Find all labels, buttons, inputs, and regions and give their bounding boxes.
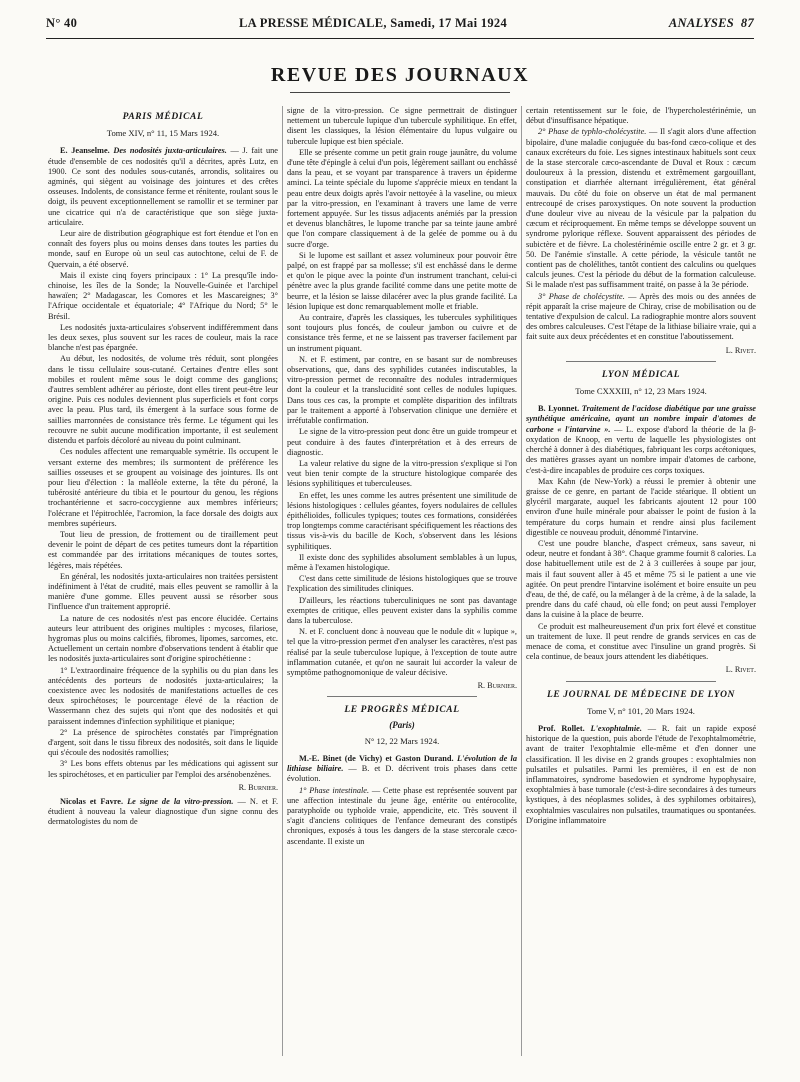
article-paragraph [526, 724, 756, 826]
article-paragraph: La nature de ces nodosités n'est pas encore élucidée. Certains auteurs leur attribuent des origines multiples : mycoses, filariose, hygromas plus ou moins calcifiés, fibromes, lipomes, sarcomes, etc. Actuellement un certain nombre d'observations tendent à établir que les nodosités juxta-articulaires sont d'origine spirochétienne : [48, 613, 278, 664]
article-paragraph: La valeur relative du signe de la vitro-pression s'explique si l'on veut bien tenir compte de la structure histologique comparée des lésions syphilitiques et tuberculeuses. [287, 458, 517, 489]
article-paragraph: Si le lupome est saillant et assez volumineux pour pouvoir être palpé, on est frappé par sa mollesse; s'il est enchâssé dans le derme et qu'on le pique avec la pointe d'un instrument tranchant, celui-ci pénètre avec la plus grande facilité comme dans une petite motte de beurre, et la lésion se laisse dilacérer avec la plus grande facilité. La lésion lupique est donc remarquablement molle et friable. [287, 250, 517, 311]
article-paragraph: En effet, les unes comme les autres présentent une similitude de lésions histologiques : cellules géantes, foyers nodulaires de cellules épithélioïdes, follicules typiques; toutes ces formations, considérées trop longtemps comme caractérisant spécifiquement les réactions des tissus vis-à-vis du bacille de Koch, s'observent dans les lésions syphilitiques. [287, 490, 517, 551]
title-rule [290, 92, 510, 93]
column-middle [287, 106, 517, 848]
phase-label: 1° Phase intestinale. [299, 785, 370, 795]
journal-name: LE JOURNAL DE MÉDECINE DE LYON [546, 689, 736, 700]
article-text: — Cette phase est représentée souvent par une affection intestinale du jeune âge, entérite ou entérocolite, paratyphoïde ou typhoïde vraie, appendicite, etc. Très souvent il s'agit d'anciens colitiques de l'enfance demeurant des constipés chroniques, exposés à tous les dangers de la stase stercorale cæco-ascendante. Il existe un [287, 785, 518, 846]
phase-label: 3° Phase de cholécystite. [538, 291, 625, 301]
article-paragraph [48, 146, 278, 228]
article-text: — Après des mois ou des années de répit apparaît la crise majeure de Chiray, crise de mobilisation ou de tentative d'expulsion de calcul. La radiographie montre alors souvent des ombres calculeuses. C'est l'étape de la lithiase biliaire vraie, qui a fait suite aux deux précédentes et en constitue l'aboutissement. [526, 291, 756, 342]
article-text: — N. et F. étudient à nouveau la valeur diagnostique d'un signe connu des dermatologistes du nom de [48, 797, 279, 827]
article-author: E. Jeanselme. [60, 146, 110, 156]
article-title: Des nodosités juxta-articulaires. [113, 146, 227, 156]
article-title: Le signe de la vitro-pression. [127, 797, 234, 806]
section-label: ANALYSES [668, 16, 735, 30]
article-paragraph: C'est dans cette similitude de lésions histologiques que se trouve l'explication des similitudes cliniques. [287, 574, 517, 594]
journal-issue: N° 12, 22 Mars 1924. [364, 735, 440, 746]
article-title: L'exophtalmie. [590, 723, 642, 733]
publication-title: LA PRESSE MÉDICALE, Samedi, 17 Mai 1924 [239, 16, 507, 30]
journal-city: (Paris) [389, 719, 415, 730]
journal-issue: Tome V, n° 101, 20 Mars 1924. [587, 705, 695, 716]
article-paragraph: N. et F. concluent donc à nouveau que le nodule dit « lupique », tel que la vitro-pression permet d'en analyser les caractères, n'est pas réalisé par la seule tuberculose lupique, à l'exception de toute autre inflammation cutanée, et qu'on ne saurait lui accorder la valeur de symptôme pathognomonique de valeur décisive. [287, 627, 517, 677]
running-header [46, 16, 754, 34]
article-text: — L. expose d'abord la théorie de la β-oxydation de Knoop, en vertu de laquelle les physiologistes ont cherché à donner à des diabétiques, fabriquant les corps acétoniques, des matières grasses ayant un nombre impair d'atomes de carbone, c'est-à-dire incapables de produire ces corps toxiques. [526, 424, 756, 475]
page-number: 87 [740, 16, 754, 30]
article-author: B. Lyonnet. [538, 404, 580, 414]
article-author: Nicolas et Favre. [60, 797, 124, 806]
article-paragraph: N. et F. estiment, par contre, en se basant sur de nombreuses observations, que, dans des syphilides cutanées indiscutables, la vitro-pression permet de reconnaître des nodules intradermiques dont la couleur et la translucidité sont celles de nodules lupiques. Dans tous ces cas, la prompte et complète disparition des infiltrats par le traitement a apporté à l'observation clinique une dernière et irréfutable confirmation. [287, 354, 517, 426]
article-paragraph: Max Kahn (de New-York) a réussi le premier à obtenir une graisse de ce genre, en partant de l'acide stéarique. Il obtient un glycéril margarate, auquel les fabricants ajoutent 12 pour 100 environ d'une huile minérale pour abaisser le point de fusion à la température du corps humain et rendre ainsi plus facilement digestible ce nouveau produit, dénommé l'intarvine. [526, 476, 756, 537]
journal-name: PARIS MÉDICAL [122, 112, 204, 122]
journal-name: LYON MÉDICAL [601, 369, 681, 380]
article-paragraph: 2° La présence de spirochètes constatés par l'imprégnation d'argent, soit dans le tissu fibreux des nodosités, soit dans le liquide qui s'écoule des nodosités ramollies; [48, 727, 278, 758]
article-text: — J. fait une étude d'ensemble de ces nodosités qu'il a décrites, après Lutz, en 1900. Ce sont des nodules sous-cutanés, arrondis, solitaires ou agminés, qui siègent au voisinage des jointures et des crêtes osseuses. Indolents, de consistance ferme et rénitente, roulant sous le doigt, ils peuvent exceptionnellement se ramollir et se terminer par une cicatrice qui n'a de caractéristique que son siège juxta-articulaire. [48, 146, 278, 227]
journal-issue: Tome XIV, n° 11, 15 Mars 1924. [106, 128, 220, 139]
journal-name: LE PROGRÈS MÉDICAL [344, 705, 460, 716]
article-paragraph: signe de la vitro-pression. Ce signe permettrait de distinguer nettement un tubercule lupique d'un tubercule syphilitique. En effet, disent les classiques, la lésion élémentaire du lupus vulgaire ou tubercule lupique est bien spéciale. [287, 106, 517, 146]
section-rule [566, 361, 716, 362]
article-paragraph: Au contraire, d'après les classiques, les tubercules syphilitiques sont toujours plus foncés, de couleur jambon ou cuivre et de consistance très ferme, et ne se laissent pas traverser facilement par un instrument piquant. [287, 313, 517, 353]
article-paragraph [526, 292, 756, 343]
column-divider [521, 106, 522, 1056]
article-paragraph: Leur aire de distribution géographique est fort étendue et l'on en connaît des foyers plus ou moins denses dans toutes les parties du monde, sauf en Europe où un seul cas autochtone, celui de F. de Quervain, a été observé. [48, 229, 278, 269]
article-paragraph: Tout lieu de pression, de frottement ou de tiraillement peut devenir le point de départ de ces petites tumeurs dont la répartition est commandée par des irritations mécaniques de toutes sortes, légères, mais répétées. [48, 529, 278, 570]
article-paragraph [48, 797, 278, 828]
article-paragraph: Mais il existe cinq foyers principaux : 1° La presqu'île indo-chinoise, les îles de la Sonde; la Nouvelle-Guinée et l'archipel hawaïen; 2° Madagascar, les Comores et les Mascareignes; 3° l'Afrique occidentale et équatoriale; 4° l'Afrique du Nord; 5° le Brésil. [48, 270, 278, 321]
article-author: M.-E. Binet (de Vichy) et Gaston Durand. [299, 753, 454, 763]
article-paragraph: Elle se présente comme un petit grain rouge jaunâtre, du volume d'une tête d'épingle à celui d'un pois, légèrement saillant ou enchâssé dans la peau, et se voyant par transparence à travers un épiderme aminci. La teinte spéciale du lupome s'apprécie mieux en tendant la peau entre deux doigts après l'avoir nettoyée à la vaseline, ou mieux par la vitro-pression, en l'examinant à travers une lame de verre fortement appuyée. Sur les tissus adjacents anémiés par la pression et devenus blanchâtres, le lupome tranche par sa teinte jaune ambré que l'on compare classiquement à de la gelée de pomme ou à du sucre d'orge. [287, 147, 517, 249]
section-rule [327, 696, 477, 697]
article-paragraph: Ce produit est malheureusement d'un prix fort élevé et constitue un traitement de luxe. Il peut rendre de grands services en cas de menace de coma, et constitue avec l'insuline un grand progrès. Si cela continue, de beaux jours attendent les diabétiques. [526, 621, 756, 662]
article-paragraph [287, 754, 517, 785]
article-paragraph: 3° Les bons effets obtenus par les médications qui agissent sur les spirochétoses, et en particulier par l'emploi des arsénobenzènes. [48, 759, 278, 779]
journal-issue: Tome CXXXIII, n° 12, 23 Mars 1924. [575, 386, 707, 397]
article-author: Prof. Rollet. [538, 723, 585, 733]
phase-label: 2° Phase de typhlo-cholécystite. [538, 127, 647, 137]
article-paragraph [526, 404, 756, 475]
column-right [526, 106, 756, 827]
article-signature: L. Rivet. [725, 665, 756, 675]
article-title: L'évolution de la lithiase biliaire. [287, 753, 517, 774]
section-rule [566, 681, 716, 682]
article-text: — Il s'agit alors d'une affection bipolaire, d'une maladie conjuguée du bas-fond cæco-colique et des canaux excréteurs du foie. Les signes intestinaux habituels sont ceux de la stase stercorale cæco-ascendante de Duval et Roux : cæcum douloureux à la pression, distendu et extrêmement gargouillant, constipation et diarrhée alternant irrégulièrement, état général mauvais. Du côté du foie on observe un état de mal permanent entrecoupé de crises paroxystiques. On note souvent la production d'une douleur vive au niveau de la vésicule par la palpation du cæcum et réciproquement. En même temps se développe souvent un syndrome pylorique réflexe. Souvent apparaissent des périodes de subictère et de fièvre. La cholestérinémie oscille entre 2 gr. et 3 gr. 50. De l'anémie s'installe. A cette période, la vésicule tantôt ne contient pas de cholélithes, tantôt contient des calculins ou quelques calculs jeunes. C'est la période du début de la formation calculeuse. Si le malade n'est pas suffisamment traité, on passe à la 3e période. [526, 127, 757, 290]
article-text: — R. fait un rapide exposé historique de la question, puis aborde l'étude de l'exophtalmométrie, avant de traiter l'exophtalmie elle-même et d'en donner une classification. Il les divise en 2 grands groupes : exophtalmies non pulsatiles et pulsatiles. Parmi les premières, il en est de non inflammatoires, syndrome basedowien et syndrome hypophysaire, exophtalmies à base tumorale (c'est-à-dire secondaires à des tumeurs kystiques, à des néoplasmes solides, à des syphilomes orbitaires), exophtalmies vasculaires non pulsatiles, traumatiques ou spontanées. D'origine inflammatoire [526, 723, 756, 825]
article-paragraph: Les nodosités juxta-articulaires s'observent indifféremment dans les deux sexes, plus souvent sur les races de couleur, mais la race blanche n'est pas épargnée. [48, 322, 278, 353]
article-paragraph [526, 127, 756, 290]
issue-number: N° 40 [46, 16, 78, 30]
article-paragraph: D'ailleurs, les réactions tuberculiniques ne sont pas davantage exemptes de critique, elles peuvent exister dans la syphilis comme dans la tuberculose. [287, 595, 517, 625]
article-title: Traitement de l'acidose diabétique par une graisse synthétique américaine, ayant un nombre impair d'atomes de carbone « l'intarvine ». [526, 404, 756, 434]
article-paragraph: 1° L'extraordinaire fréquence de la syphilis ou du pian dans les antécédents des porteurs de nodosités juxta-articulaires; la coexistence avec les nodosités de manifestations actuelles de ces deux spirochétoses; le pourcentage élevé de la réaction de Wassermann chez des sujets qui n'ont que des nodosités et qui paraissent indemnes d'infection syphilitique et pianique; [48, 665, 278, 726]
column-divider [282, 106, 283, 1056]
article-paragraph: En général, les nodosités juxta-articulaires non traitées persistent indéfiniment à l'état de crudité, mais elles peuvent se ramollir à la manière d'une gomme. Elles peuvent aussi se résorber sous l'influence d'un traitement approprié. [48, 571, 278, 612]
article-signature: L. Rivet. [725, 345, 756, 355]
article-paragraph: Le signe de la vitro-pression peut donc être un guide trompeur et peut conduire à des fautes d'interprétation et à des erreurs de diagnostic. [287, 427, 517, 457]
header-rule [46, 38, 754, 39]
column-left [48, 106, 278, 829]
article-paragraph: certain retentissement sur le foie, de l'hypercholestérinémie, un début d'insuffisance hépatique. [526, 106, 756, 126]
article-paragraph: Ces nodules affectent une remarquable symétrie. Ils occupent le versant externe des membres; ils surmontent de préférence les saillies osseuses et se groupent au voisinage des jointures. Ils ont pour lieu d'élection : la malléole externe, la tête du péroné, la tubérosité antérieure du tibia et le pourtour du genou, les régions trochantérienne et sacro-coccygienne aux membres inférieurs; l'olécrane et l'épitrochlée, l'acromion, la face dorsale des doigts aux membres supérieurs. [48, 447, 278, 528]
article-text: — B. et D. décrivent trois phases dans cette évolution. [287, 764, 518, 784]
page-title: REVUE DES JOURNAUX [270, 64, 530, 86]
article-signature: R. Burnier. [238, 782, 278, 792]
article-paragraph [287, 786, 517, 847]
article-paragraph: Au début, les nodosités, de volume très réduit, sont plongées dans le tissu cellulaire sous-cutané. Certaines d'entre elles sont mobiles et roulent même sous le doigt comme des ganglions; d'autres semblent adhérer au périoste, dont elles tirent peut-être leur origine. Puis ces nodules deviennent plus superficiels et font corps avec la peau. Plus tard, ils émergent à la surface sous forme de saillies marronnées de consistance très ferme. Le tégument qui les recouvre ne subit aucune modification importante, il est seulement distendu et parfois décoloré au niveau du point culminant. [48, 354, 278, 446]
article-paragraph: Il existe donc des syphilides absolument semblables à un lupus, même à l'examen histologique. [287, 552, 517, 572]
section-name [669, 16, 754, 31]
article-signature: R. Burnier. [477, 681, 517, 691]
article-paragraph: C'est une poudre blanche, d'aspect crémeux, sans saveur, ni odeur, neutre et fondant à 38°. Chaque gramme fournit 8 calories. La dose habituellement utile est de 2 à 3 cuillerées à soupe par jour, mais il faut souvent aller à 45 et même 75 si le patient a une vie agitée. On peut prendre l'intarvine isolément et boire ensuite un peu d'eau, de thé, de café, ou la mélanger à de la crème, à de la salade, la prendre dans du café chaud, où elle fond; on peut aussi l'employer dans la cuisine à la place de beurre. [526, 538, 756, 620]
